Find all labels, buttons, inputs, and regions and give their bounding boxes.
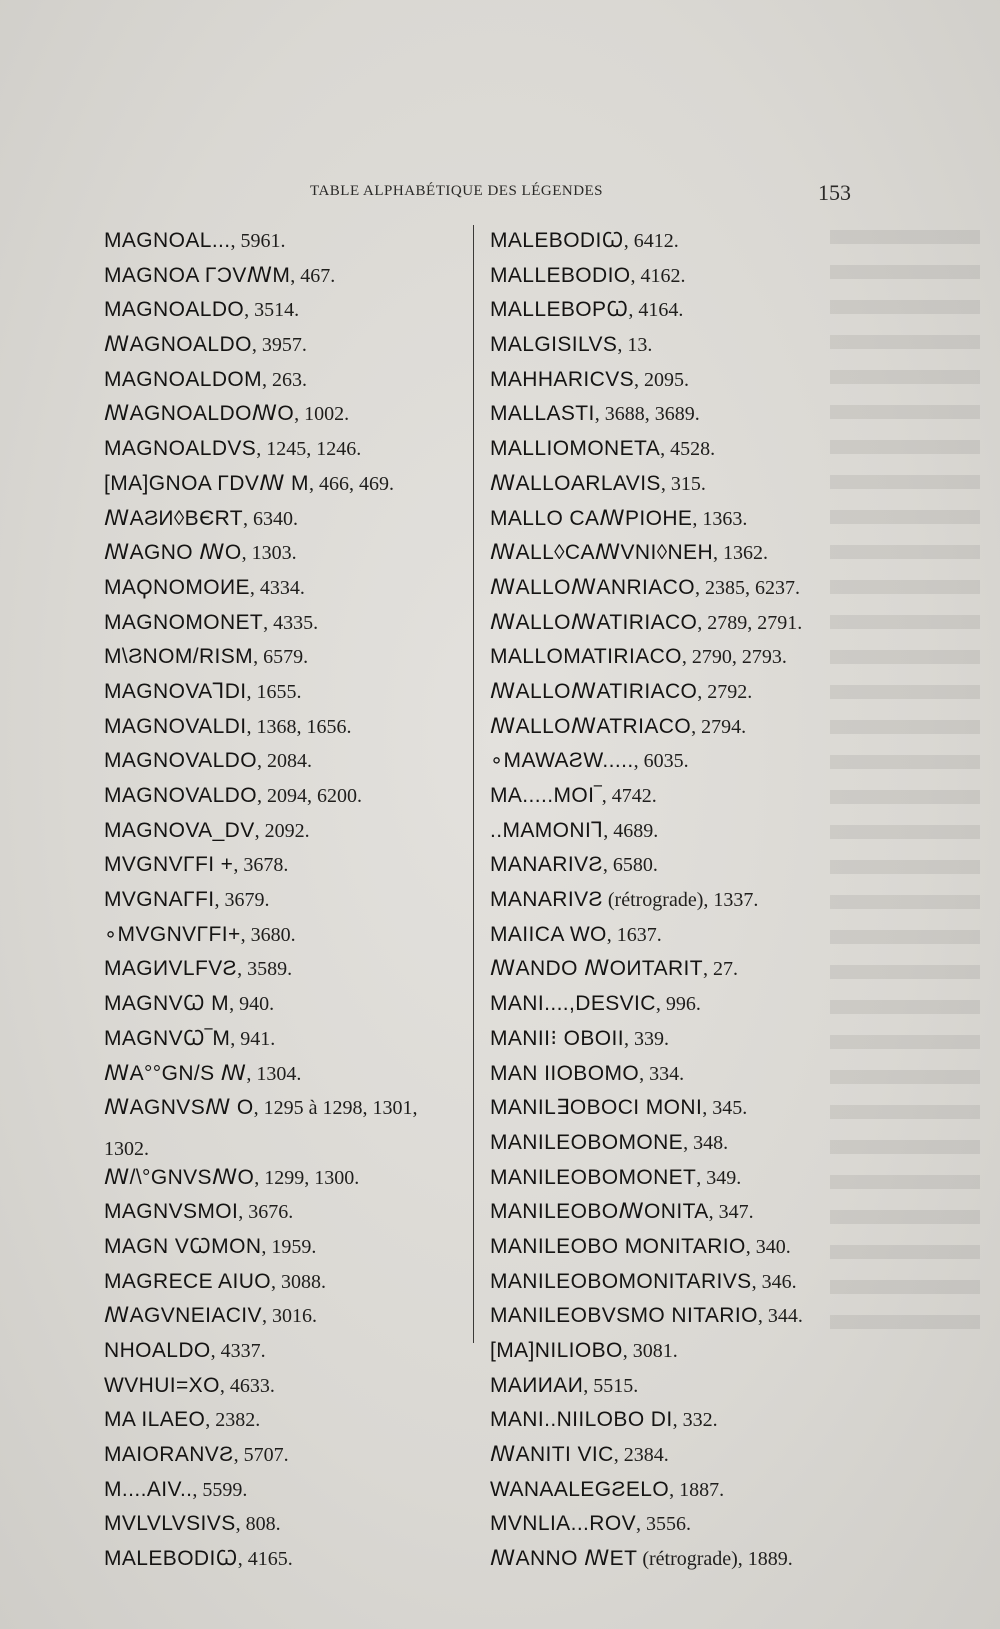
legend-text: MAGNVꞶ‾M <box>104 1026 231 1050</box>
legend-text: M\ϨNOM/RISM <box>104 645 254 669</box>
catalogue-references: , 1299, 1300. <box>254 1166 360 1189</box>
legend-text: ꟿAGNOALDO <box>104 333 252 357</box>
catalogue-references: , 4528. <box>660 438 716 461</box>
catalogue-references: , 1368, 1656. <box>246 715 352 738</box>
legend-entry <box>490 536 840 571</box>
legend-text: MVGNVΓFI + <box>104 853 234 877</box>
catalogue-references: , 4334. <box>249 576 305 599</box>
legend-text: MAGNOALDOM <box>104 367 263 391</box>
legend-entry <box>490 1230 840 1265</box>
catalogue-references: , 5707. <box>233 1444 289 1467</box>
legend-entry <box>490 293 840 328</box>
legend-text: ꟿANNO ꟿET <box>490 1547 638 1571</box>
legend-text: MALLASTI <box>490 402 595 426</box>
legend-text: MALGISILVS <box>490 333 618 357</box>
legend-entry <box>490 814 840 849</box>
catalogue-references: , 4164. <box>628 299 684 322</box>
catalogue-references: , 2092. <box>254 819 310 842</box>
legend-text: ∘MVGNVΓFI+ <box>104 922 241 946</box>
page-number: 153 <box>818 180 851 205</box>
legend-entry <box>104 1542 466 1577</box>
catalogue-references: , 3016. <box>261 1305 317 1328</box>
legend-text: MAIORANVƧ <box>104 1443 234 1467</box>
legend-text: ..MAMONIꓶ <box>490 818 604 842</box>
legend-entry <box>104 1507 466 1542</box>
legend-entry <box>104 1438 466 1473</box>
legend-entry <box>490 502 840 537</box>
legend-text: MANII⁝ OBOII <box>490 1026 624 1050</box>
legend-entry <box>104 744 466 779</box>
legend-text: ꟿAϨИ◊BЄRT <box>104 506 243 530</box>
legend-text: MAGNOVALDI <box>104 714 247 738</box>
legend-text: ꟿAGVNEIACIV <box>104 1304 262 1328</box>
legend-entry <box>104 1473 466 1508</box>
legend-text: MAGNOMONET <box>104 610 264 634</box>
legend-entry <box>104 1161 466 1196</box>
legend-entry <box>490 1195 840 1230</box>
catalogue-references: , 332. <box>672 1409 718 1432</box>
legend-entry <box>490 1161 840 1196</box>
legend-text: MVLVLVSIVS <box>104 1512 236 1536</box>
legend-text: ∘MAWAƧW..... <box>490 749 634 773</box>
legend-text: ꟿALLOꟿANRIACO <box>490 575 695 599</box>
legend-text: ꟿANITI VIC <box>490 1443 614 1467</box>
catalogue-references: , 347. <box>708 1201 754 1224</box>
legend-text: MANI..NIILOBO DI <box>490 1408 673 1432</box>
catalogue-references: , 2790, 2793. <box>681 646 787 669</box>
catalogue-references: , 808. <box>235 1513 281 1536</box>
legend-entry <box>490 259 840 294</box>
catalogue-references: , 4165. <box>237 1548 293 1571</box>
legend-entry <box>104 918 466 953</box>
legend-entry <box>104 1403 466 1438</box>
legend-entry <box>104 502 466 537</box>
catalogue-references: , 263. <box>262 368 308 391</box>
legend-text: ꟿ/\°GNVSꟿO <box>104 1165 255 1189</box>
catalogue-references: , 2094, 6200. <box>256 785 362 807</box>
legend-entry <box>490 1542 840 1577</box>
legend-entry <box>490 397 840 432</box>
legend-text: MAGRECE AIUO <box>104 1269 271 1293</box>
legend-entry <box>490 987 840 1022</box>
legend-text: MANILEOBVSMO NITARIO <box>490 1304 758 1328</box>
legend-entry <box>104 814 466 849</box>
left-column <box>104 224 466 1577</box>
catalogue-references: , 996. <box>655 993 701 1016</box>
legend-text: MANILEOBOMONITARIVS <box>490 1269 752 1293</box>
legend-text: MALLO CAꟿPIOHE <box>490 506 693 530</box>
catalogue-references: , 3556. <box>636 1513 691 1536</box>
legend-entry <box>104 640 466 675</box>
legend-text: MANILEOBOMONET <box>490 1165 697 1189</box>
legend-text: ꟿAGNOALDOꟿO <box>104 402 295 426</box>
legend-entry <box>104 293 466 328</box>
legend-text: MANI....,DESVIC <box>490 992 656 1016</box>
legend-entry <box>104 397 466 432</box>
legend-entry <box>104 363 466 398</box>
legend-entry <box>104 848 466 883</box>
legend-entry <box>490 1507 840 1542</box>
catalogue-references: , 2794. <box>691 715 747 738</box>
catalogue-references: , 2384. <box>613 1444 669 1467</box>
legend-entry <box>104 779 466 814</box>
legend-entry <box>104 675 466 710</box>
legend-text: MVGNAΓFI <box>104 888 215 912</box>
legend-text: MAGNOALDO <box>104 298 245 322</box>
legend-text: MAGNVSMOI <box>104 1200 239 1224</box>
legend-entry <box>104 710 466 745</box>
legend-entry <box>490 1265 840 1300</box>
legend-text: MAϘNOMOИE <box>104 575 250 599</box>
catalogue-references: , 1637. <box>606 923 662 946</box>
legend-text: MAHHARICVS <box>490 367 635 391</box>
legend-entry <box>104 1195 466 1230</box>
catalogue-references: , 3957. <box>251 334 307 357</box>
legend-entry <box>104 1022 466 1057</box>
legend-entry <box>490 918 840 953</box>
legend-text: MANARIVƧ <box>490 888 603 912</box>
legend-text: MALLEBODIO <box>490 263 631 287</box>
catalogue-references: , 3081. <box>622 1340 678 1362</box>
legend-text: MAGNOAL... <box>104 229 231 252</box>
legend-text: ꟿALLOꟿATRIACO <box>490 714 692 738</box>
catalogue-references: , 940. <box>229 993 275 1016</box>
legend-entry <box>490 432 840 467</box>
catalogue-references: , 348. <box>683 1131 729 1154</box>
legend-text: MAIICA WO <box>490 922 607 946</box>
legend-text: MANILEOBOꟿONITA <box>490 1200 709 1224</box>
catalogue-references: (rétrograde), 1337. <box>602 889 759 912</box>
catalogue-references: , 1887. <box>669 1478 725 1501</box>
catalogue-references: , 4742. <box>601 785 657 807</box>
catalogue-references: , 4337. <box>210 1340 266 1363</box>
right-column <box>490 224 840 1577</box>
legend-entry <box>490 1473 840 1508</box>
legend-entry <box>104 1299 466 1334</box>
catalogue-references: , 334. <box>639 1062 685 1085</box>
legend-entry <box>104 224 466 259</box>
legend-text: MAN IIOBOMO <box>490 1061 640 1085</box>
legend-text: MAGNOA ΓƆVꟿM <box>104 263 291 287</box>
legend-text: WVHUI=XO <box>104 1373 220 1397</box>
catalogue-references: , 1304. <box>246 1062 302 1085</box>
catalogue-references: , 6035. <box>633 750 689 773</box>
catalogue-references: , 6340. <box>242 507 298 530</box>
catalogue-references: , 3088. <box>271 1270 326 1293</box>
legend-text: MANILEOBOMONE <box>490 1130 684 1154</box>
legend-text: MA ILAEO <box>104 1408 206 1432</box>
legend-text: ꟿALLOꟿATIRIACO <box>490 679 698 703</box>
catalogue-references: , 1362. <box>713 542 769 565</box>
legend-entry <box>490 675 840 710</box>
legend-text: [MA]GNOA ΓDVꟿ M <box>104 471 309 495</box>
catalogue-references: , 1295 à 1298, 1301, 1302. <box>104 1097 418 1160</box>
legend-entry <box>490 744 840 779</box>
legend-entry <box>104 467 466 502</box>
catalogue-references: , 3688, 3689. <box>594 403 700 426</box>
legend-entry <box>490 952 840 987</box>
legend-text: MAGИVLFVƧ <box>104 957 238 981</box>
catalogue-references: , 1959. <box>261 1235 317 1258</box>
legend-text: MA.....MOI‾ <box>490 784 602 807</box>
legend-text: MAGNOVAꓶDI <box>104 679 247 703</box>
catalogue-references: , 6579. <box>253 646 309 669</box>
legend-entry <box>104 1230 466 1265</box>
catalogue-references: , 466, 469. <box>308 472 394 495</box>
legend-entry <box>490 606 840 641</box>
catalogue-references: , 346. <box>751 1270 797 1293</box>
legend-entry <box>490 1369 840 1404</box>
catalogue-references: , 3514. <box>244 299 300 322</box>
catalogue-references: , 1303. <box>241 542 297 565</box>
catalogue-references: , 3678. <box>233 854 289 877</box>
legend-text: MANIL∃OBOCI MONI <box>490 1096 703 1120</box>
legend-text: MAGN VꞶMON <box>104 1234 262 1258</box>
legend-entry <box>490 640 840 675</box>
legend-entry <box>490 1022 840 1057</box>
catalogue-references: , 5599. <box>192 1478 248 1501</box>
legend-text: MALLEBOPꞶ <box>490 298 629 322</box>
catalogue-references: , 2385, 6237. <box>694 576 800 599</box>
legend-entry <box>490 467 840 502</box>
legend-entry <box>104 1334 466 1369</box>
catalogue-references: , 1363. <box>692 507 748 530</box>
catalogue-references: , 4162. <box>630 264 686 287</box>
catalogue-references: , 4633. <box>219 1374 275 1397</box>
legend-entry <box>490 710 840 745</box>
legend-entry <box>490 1126 840 1161</box>
legend-entry <box>104 328 466 363</box>
legend-text: MALEBODIꞶ <box>490 229 624 252</box>
catalogue-references: , 339. <box>624 1027 669 1050</box>
catalogue-references: , 315. <box>660 472 706 495</box>
catalogue-references: , 5961. <box>230 230 286 252</box>
catalogue-references: , 2095. <box>634 368 690 391</box>
legend-text: MALEBODIꞶ <box>104 1547 238 1571</box>
legend-text: MAGNOALDVS <box>104 437 257 461</box>
column-divider <box>473 225 474 1343</box>
catalogue-references: , 3679. <box>214 889 270 912</box>
catalogue-references: , 2382. <box>205 1409 261 1432</box>
legend-entry <box>490 848 840 883</box>
catalogue-references: (rétrograde), 1889. <box>637 1548 793 1571</box>
legend-text: MAGNOVALDO <box>104 749 257 773</box>
legend-text: WANAALEGƧELO <box>490 1477 670 1501</box>
catalogue-references: , 3676. <box>238 1201 294 1224</box>
catalogue-references: , 1002. <box>294 403 350 426</box>
bleed-through-shadow <box>830 230 980 1330</box>
legend-text: ꟿAGNVSꟿ O <box>104 1096 254 1120</box>
legend-text: MALLIOMONETA <box>490 437 661 461</box>
legend-entry <box>490 363 840 398</box>
legend-text: M....AIV.. <box>104 1477 193 1501</box>
legend-entry <box>104 259 466 294</box>
legend-entry <box>490 1403 840 1438</box>
legend-entry <box>490 1334 840 1369</box>
legend-entry <box>104 987 466 1022</box>
catalogue-references: , 3680. <box>240 923 296 946</box>
legend-text: MAGNVꞶ M <box>104 992 230 1016</box>
legend-text: MALLOMATIRIACO <box>490 645 682 669</box>
legend-text: MAИИAИ <box>490 1373 584 1397</box>
catalogue-references: , 5515. <box>583 1374 639 1397</box>
legend-text: MANARIVƧ <box>490 853 603 877</box>
running-title: TABLE ALPHABÉTIQUE DES LÉGENDES <box>310 183 604 199</box>
legend-text: MAGNOVA_DV <box>104 818 255 842</box>
catalogue-references: , 345. <box>702 1097 748 1120</box>
catalogue-references: , 27. <box>703 958 739 981</box>
catalogue-references: , 2789, 2791. <box>697 611 803 634</box>
catalogue-references: , 349. <box>696 1166 742 1189</box>
legend-entry <box>490 328 840 363</box>
legend-text: ꟿAGNO ꟿO <box>104 541 242 565</box>
legend-text: ꟿALLOꟿATIRIACO <box>490 610 698 634</box>
legend-text: NHOALDO <box>104 1339 211 1363</box>
legend-entry <box>104 1369 466 1404</box>
catalogue-references: , 6580. <box>602 854 658 877</box>
legend-entry <box>490 1091 840 1126</box>
catalogue-references: , 467. <box>290 264 336 287</box>
legend-entry <box>490 224 840 259</box>
legend-entry <box>104 606 466 641</box>
catalogue-references: , 1245, 1246. <box>256 438 362 461</box>
catalogue-references: , 2084. <box>256 750 312 773</box>
catalogue-references: , 4689. <box>603 819 659 842</box>
legend-entry <box>490 883 840 918</box>
legend-text: [MA]NILIOBO <box>490 1339 623 1362</box>
legend-text: ꟿALLOARLAVIS <box>490 471 661 495</box>
catalogue-references: , 941. <box>230 1027 276 1050</box>
legend-entry <box>490 779 840 814</box>
legend-text: ꟿA°°GN/S ꟿ <box>104 1061 247 1085</box>
catalogue-references: , 1655. <box>246 680 302 703</box>
legend-entry <box>104 1091 466 1160</box>
catalogue-references: , 3589. <box>237 958 293 981</box>
legend-entry <box>490 1438 840 1473</box>
legend-text: ꟿANDO ꟿOИTARIT <box>490 957 704 981</box>
legend-text: ꟿALL◊CAꟿVNI◊NEH <box>490 541 714 565</box>
legend-entry <box>490 1057 840 1092</box>
legend-entry <box>104 1265 466 1300</box>
legend-entry <box>490 571 840 606</box>
catalogue-references: , 340. <box>745 1235 791 1258</box>
catalogue-references: , 6412. <box>623 230 679 252</box>
legend-entry <box>104 432 466 467</box>
page-header <box>0 180 1000 213</box>
legend-text: MANILEOBO MONITARIO <box>490 1234 746 1258</box>
legend-entry <box>104 952 466 987</box>
legend-text: MVNLIA...ROV <box>490 1512 636 1536</box>
legend-entry <box>104 883 466 918</box>
catalogue-references: , 13. <box>617 334 653 357</box>
legend-entry <box>104 536 466 571</box>
legend-entry <box>104 1057 466 1092</box>
legend-entry <box>490 1299 840 1334</box>
legend-text: MAGNOVALDO <box>104 784 257 807</box>
catalogue-references: , 344. <box>757 1305 803 1328</box>
catalogue-references: , 4335. <box>263 611 319 634</box>
catalogue-references: , 2792. <box>697 680 753 703</box>
legend-entry <box>104 571 466 606</box>
